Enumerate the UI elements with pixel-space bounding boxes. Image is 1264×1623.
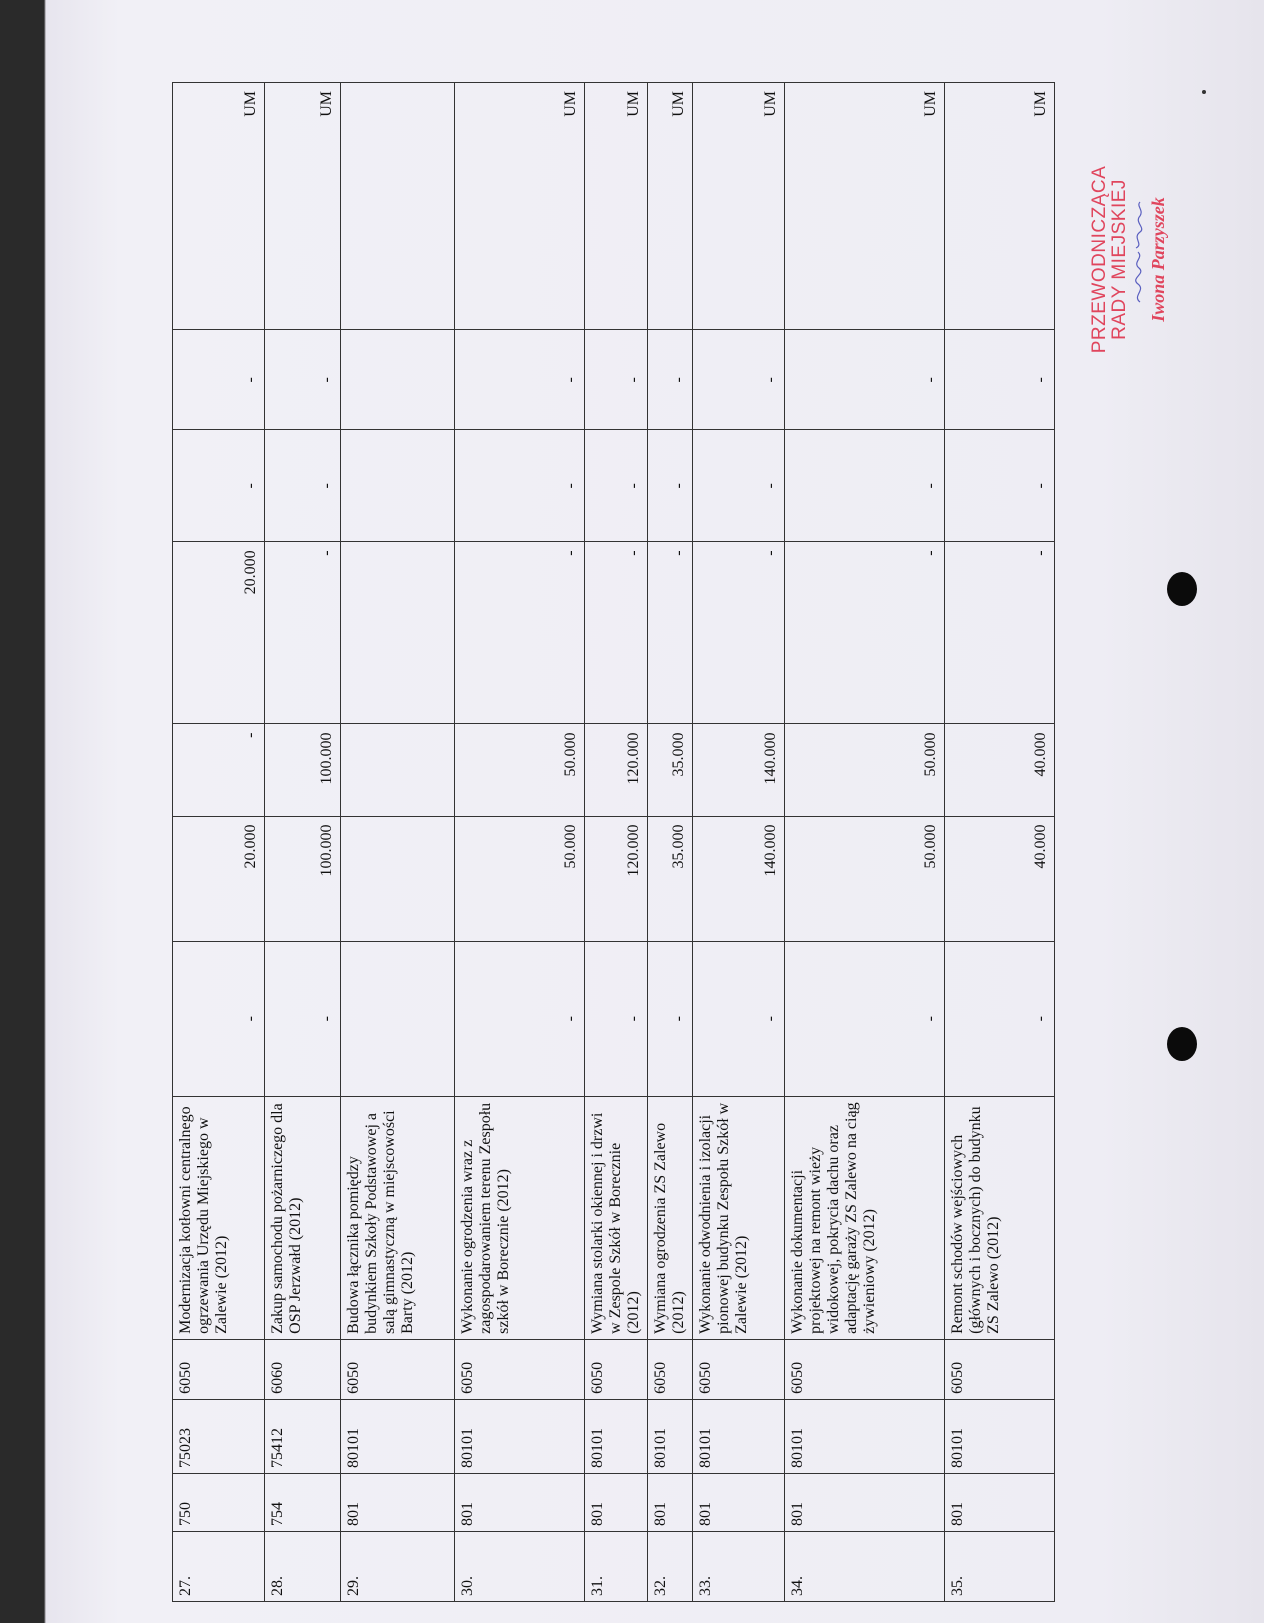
cell-description: Remont schodów wejściowych (głównych i bocznych) do budynku ZS Zalewo (2012) [945,1096,1055,1339]
cell-col-e: - [785,430,945,542]
cell-rozdzial: 80101 [785,1399,945,1473]
cell-col-f: - [785,330,945,430]
cell-col-b: 140.000 [693,816,785,941]
cell-dzial: 801 [693,1473,785,1531]
table-row [785,83,945,1602]
table-row [173,83,265,1602]
cell-rozdzial: 75412 [265,1399,341,1473]
cell-col-a: - [585,941,648,1096]
cell-paragraf: 6050 [945,1339,1055,1399]
cell-col-e: - [585,430,648,542]
cell-col-f: - [648,330,693,430]
cell-col-e: - [173,430,265,542]
cell-col-d [341,542,455,724]
cell-col-c: 50.000 [455,724,585,816]
cell-col-b: 40.000 [945,816,1055,941]
cell-col-b: 35.000 [648,816,693,941]
cell-rozdzial: 80101 [455,1399,585,1473]
cell-col-e [341,430,455,542]
cell-col-e: - [945,430,1055,542]
cell-paragraf: 6050 [585,1339,648,1399]
cell-col-g: UM [785,83,945,330]
cell-col-c: 50.000 [785,724,945,816]
cell-col-d: - [693,542,785,724]
stamp-name: Iwona Parzyszek [1148,197,1168,322]
cell-col-f [341,330,455,430]
cell-col-a: - [455,941,585,1096]
cell-dzial: 754 [265,1473,341,1531]
cell-col-a: - [265,941,341,1096]
cell-col-a [341,941,455,1096]
punch-hole-bottom [1167,1027,1197,1061]
cell-col-e: - [648,430,693,542]
cell-col-a: - [785,941,945,1096]
cell-description: Modernizacja kotłowni centralnego ogrzewania Urzędu Miejskiego w Zalewie (2012) [173,1096,265,1339]
cell-col-c: 120.000 [585,724,648,816]
cell-col-c: 100.000 [265,724,341,816]
cell-col-f: - [693,330,785,430]
cell-lp: 31. [585,1531,648,1601]
cell-col-g: UM [585,83,648,330]
cell-col-d: 20.000 [173,542,265,724]
cell-col-g [341,83,455,330]
cell-col-e: - [455,430,585,542]
cell-description: Wymiana ogrodzenia ZS Zalewo (2012) [648,1096,693,1339]
table-row [341,83,455,1602]
cell-description: Wymiana stolarki okiennej i drzwi w Zespole Szkół w Borecznie (2012) [585,1096,648,1339]
cell-lp: 28. [265,1531,341,1601]
cell-col-g: UM [265,83,341,330]
cell-col-e: - [265,430,341,542]
cell-col-d: - [648,542,693,724]
cell-lp: 33. [693,1531,785,1601]
cell-paragraf: 6050 [455,1339,585,1399]
cell-col-b: 50.000 [785,816,945,941]
cell-lp: 29. [341,1531,455,1601]
cell-col-a: - [648,941,693,1096]
cell-col-b [341,816,455,941]
cell-description: Zakup samochodu pożarniczego dla OSP Jerzwałd (2012) [265,1096,341,1339]
stamp-title: PRZEWODNICZĄCA [1089,165,1110,354]
cell-description: Wykonanie odwodnienia i izolacji pionowej budynku Zespołu Szkół w Zalewie (2012) [693,1096,785,1339]
table-row [455,83,585,1602]
cell-paragraf: 6050 [173,1339,265,1399]
cell-col-d: - [785,542,945,724]
cell-rozdzial: 75023 [173,1399,265,1473]
cell-lp: 32. [648,1531,693,1601]
cell-dzial: 801 [455,1473,585,1531]
cell-dzial: 801 [785,1473,945,1531]
cell-lp: 34. [785,1531,945,1601]
cell-rozdzial: 80101 [341,1399,455,1473]
cell-lp: 35. [945,1531,1055,1601]
cell-paragraf: 6050 [341,1339,455,1399]
cell-col-g: UM [173,83,265,330]
cell-col-c: - [173,724,265,816]
table-row [945,83,1055,1602]
cell-col-g: UM [455,83,585,330]
cell-col-e: - [693,430,785,542]
cell-col-d: - [265,542,341,724]
cell-col-d: - [455,542,585,724]
cell-col-a: - [693,941,785,1096]
cell-col-b: 100.000 [265,816,341,941]
cell-col-b: 50.000 [455,816,585,941]
table-row [585,83,648,1602]
cell-col-f: - [455,330,585,430]
cell-rozdzial: 80101 [945,1399,1055,1473]
table-row [648,83,693,1602]
investment-table-container [172,82,1049,1602]
cell-rozdzial: 80101 [585,1399,648,1473]
cell-description: Wykonanie dokumentacji projektowej na remont wieży widokowej, pokrycia dachu oraz adaptację garaży ZS Zalewo na ciąg żywieniowy (2012) [785,1096,945,1339]
cell-dzial: 801 [341,1473,455,1531]
cell-col-g: UM [693,83,785,330]
cell-col-d: - [945,542,1055,724]
cell-col-c: 40.000 [945,724,1055,816]
cell-paragraf: 6050 [693,1339,785,1399]
cell-dzial: 801 [585,1473,648,1531]
cell-rozdzial: 80101 [648,1399,693,1473]
investment-table [172,82,1055,1602]
table-row [693,83,785,1602]
cell-dzial: 801 [648,1473,693,1531]
cell-lp: 27. [173,1531,265,1601]
cell-description: Budowa łącznika pomiędzy budynkiem Szkoły Podstawowej a salą gimnastyczną w miejscowości Barty (2012) [341,1096,455,1339]
cell-col-f: - [585,330,648,430]
punch-hole-top [1167,572,1197,606]
cell-col-c: 35.000 [648,724,693,816]
cell-col-b: 20.000 [173,816,265,941]
cell-paragraf: 6060 [265,1339,341,1399]
cell-col-g: UM [648,83,693,330]
cell-col-f: - [265,330,341,430]
cell-rozdzial: 80101 [693,1399,785,1473]
cell-col-d: - [585,542,648,724]
cell-col-b: 120.000 [585,816,648,941]
cell-lp: 30. [455,1531,585,1601]
cell-col-c: 140.000 [693,724,785,816]
cell-col-a: - [173,941,265,1096]
stamp-subtitle: RADY MIEJSKIEJ [1109,179,1130,340]
table-row [265,83,341,1602]
cell-description: Wykonanie ogrodzenia wraz z zagospodarowaniem terenu Zespołu szkół w Borecznie (2012) [455,1096,585,1339]
cell-col-a: - [945,941,1055,1096]
handwritten-signature [1126,198,1152,308]
cell-paragraf: 6050 [648,1339,693,1399]
cell-paragraf: 6050 [785,1339,945,1399]
cell-col-c [341,724,455,816]
cell-dzial: 801 [945,1473,1055,1531]
cell-col-f: - [945,330,1055,430]
cell-dzial: 750 [173,1473,265,1531]
cell-col-g: UM [945,83,1055,330]
scan-speck [1202,90,1206,94]
cell-col-f: - [173,330,265,430]
